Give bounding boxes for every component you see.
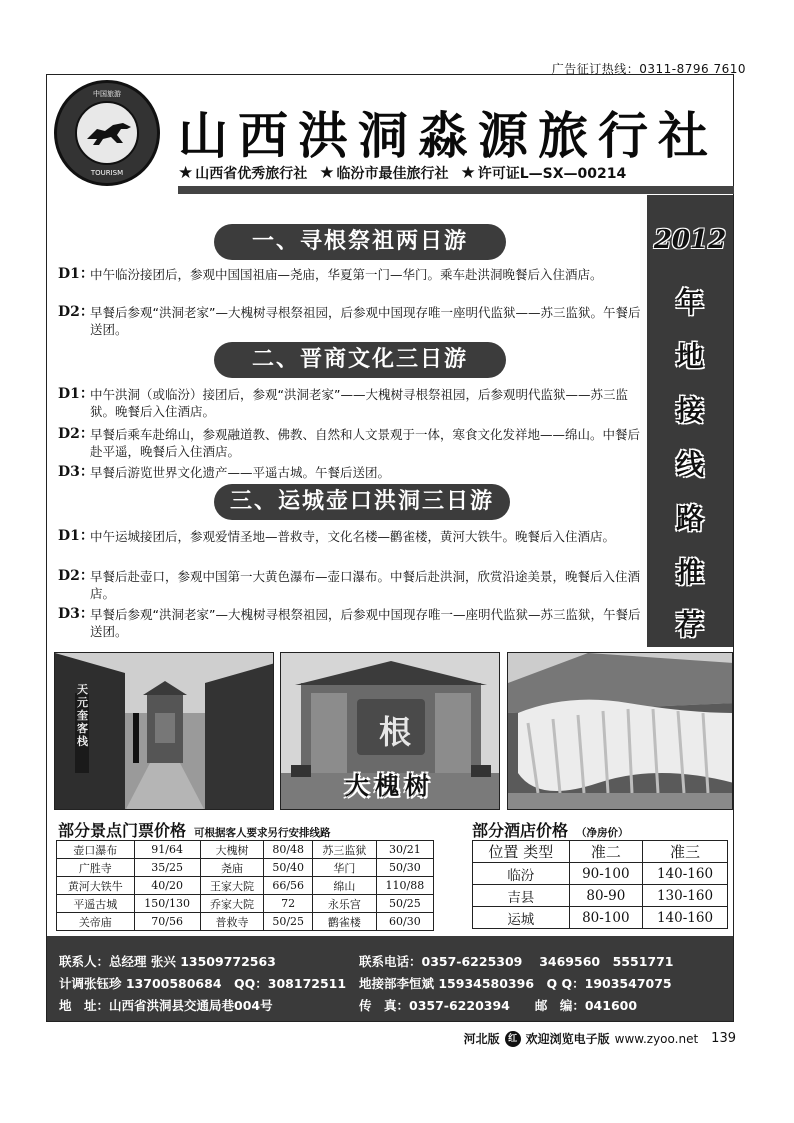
star-icon: ★ <box>319 163 335 183</box>
logo-center <box>75 101 139 165</box>
footer-slogan: 欢迎浏览电子版 <box>525 1032 610 1046</box>
contact-ground-dept: 地接部李恒斌 15934580396 Q Q：1903547075 <box>359 976 672 991</box>
photo-hukou-waterfall <box>507 652 733 810</box>
table-row: 临汾 90-100 140-160 <box>473 863 728 885</box>
tour-1-day-2 <box>58 304 644 338</box>
tour-2-day-2 <box>58 426 644 460</box>
magazine-badge-icon: 红 <box>505 1031 521 1047</box>
day-text: 早餐后参观“洪洞老家”—大槐树寻根祭祖园，后参观中国现存唯一座明代监狱——苏三监狱。午餐后送团。 <box>90 305 641 337</box>
contact-person: 联系人：总经理 张兴 13509772563 <box>59 954 276 969</box>
day-text: 中午临汾接团后，参观中国国祖庙—尧庙，华夏第一门—华门。乘车赴洪洞晚餐后入住酒店。 <box>90 267 603 282</box>
tour-3-day-1 <box>58 528 644 545</box>
ticket-prices-note: 可根据客人要求另行安排线路 <box>194 827 331 839</box>
day-tag: D3： <box>58 606 94 622</box>
table-row: 壶口瀑布 91/64 大槐树 80/48 苏三监狱 30/21 <box>57 841 434 859</box>
day-tag: D1： <box>58 266 94 282</box>
star-icon: ★ <box>178 163 194 183</box>
table-row: 关帝庙 70/56 普救寺 50/25 鹳雀楼 60/30 <box>57 913 434 931</box>
sidebar-char: 地 <box>675 340 704 373</box>
photo-ancient-street <box>54 652 274 810</box>
sidebar-char: 路 <box>675 502 704 535</box>
sidebar-char: 接 <box>675 394 704 427</box>
contact-scheduler: 计调张钰珍 13700580684 QQ：308172511 <box>59 976 347 991</box>
day-tag: D2： <box>58 568 94 584</box>
tour-2-day-1 <box>58 386 644 420</box>
table-row: 黄河大铁牛 40/20 王家大院 66/56 绵山 110/88 <box>57 877 434 895</box>
table-row: 吉县 80-90 130-160 <box>473 885 728 907</box>
table-row: 运城 80-100 140-160 <box>473 907 728 929</box>
photo-big-locust-tree <box>280 652 500 810</box>
horse-icon <box>83 119 135 153</box>
table-row: 广胜寺 35/25 尧庙 50/40 华门 50/30 <box>57 859 434 877</box>
sidebar-year: 2012 <box>653 225 727 255</box>
day-text: 早餐后游览世界文化遗产——平遥古城。午餐后送团。 <box>90 465 391 480</box>
page-footer <box>464 1030 736 1047</box>
agency-logo <box>54 80 160 186</box>
tour-2-title: 二、晋商文化三日游 <box>214 342 506 378</box>
sidebar-char: 推 <box>675 556 704 589</box>
hotel-prices-title: 部分酒店价格 （净房价） <box>472 821 629 840</box>
ticket-prices-title: 部分景点门票价格 可根据客人要求另行安排线路 <box>58 821 331 840</box>
table-header-row: 位置 类型 准二 准三 <box>473 841 728 863</box>
accolades <box>178 163 626 183</box>
day-text: 中午洪洞（或临汾）接团后，参观“洪洞老家”——大槐树寻根祭祖园，后参观明代监狱——苏三监狱。晚餐后入住酒店。 <box>90 387 628 419</box>
agency-name: 山西洪洞淼源旅行社 <box>178 106 718 165</box>
accolade-2: ★ 临汾市最佳旅行社 <box>319 163 449 183</box>
ad-hotline: 广告征订热线：0311-8796 7610 <box>551 62 746 76</box>
contact-fax-postcode: 传 真：0357-6220394 邮 编：041600 <box>359 998 638 1013</box>
day-text: 早餐后参观“洪洞老家”—大槐树寻根祭祖园，后参观中国现存唯一—座明代监狱—苏三监狱，午餐后送团。 <box>90 607 641 639</box>
ticket-price-table <box>56 840 434 931</box>
star-icon: ★ <box>460 163 476 183</box>
hotel-price-table <box>472 840 728 929</box>
table-row: 平遥古城 150/130 乔家大院 72 永乐宫 50/25 <box>57 895 434 913</box>
hotel-prices-note: （净房价） <box>576 827 629 839</box>
contact-address: 地 址：山西省洪洞县交通局巷004号 <box>59 998 273 1013</box>
day-tag: D1： <box>58 528 94 544</box>
tour-1-day-1 <box>58 266 644 283</box>
sidebar-char: 荐 <box>675 608 704 641</box>
sidebar-char: 线 <box>675 448 704 481</box>
website-link[interactable]: www.zyoo.net <box>614 1031 699 1046</box>
edition-label: 河北版 <box>463 1032 500 1046</box>
page-number: 139 <box>711 1031 736 1046</box>
day-text: 早餐后乘车赴绵山，参观融道教、佛教、自然和人文景观于一体，寒食文化发祥地——绵山。中餐后赴平遥，晚餐后入住酒店。 <box>90 427 641 459</box>
contact-info-bar <box>47 936 733 1021</box>
tour-3-day-3 <box>58 606 644 640</box>
tour-2-day-3 <box>58 464 644 481</box>
accolade-1: ★ 山西省优秀旅行社 <box>178 163 308 183</box>
day-tag: D2： <box>58 426 94 442</box>
logo-ring-bottom-text: TOURISM <box>90 169 124 177</box>
contact-phone: 联系电话：0357-6225309 3469560 5551771 <box>359 954 674 969</box>
tour-3-title: 三、运城壶口洪洞三日游 <box>214 484 510 520</box>
header-divider <box>178 186 734 194</box>
day-text: 中午运城接团后，参观爱情圣地—普救寺，文化名楼—鹳雀楼，黄河大铁牛。晚餐后入住酒店。 <box>90 529 616 544</box>
tour-1-title: 一、寻根祭祖两日游 <box>214 224 506 260</box>
sidebar-char: 年 <box>675 286 704 319</box>
root-plaque-text: 根 <box>379 713 412 751</box>
tour-3-day-2 <box>58 568 644 602</box>
accolade-3: ★ 许可证L—SX—00214 <box>460 163 627 183</box>
recommendation-sidebar <box>647 195 733 647</box>
day-tag: D1： <box>58 386 94 402</box>
inn-sign-text: 天元奎客栈 <box>77 683 88 748</box>
day-tag: D3： <box>58 464 94 480</box>
day-text: 早餐后赴壶口，参观中国第一大黄色瀑布—壶口瀑布。中餐后赴洪洞，欣赏沿途美景，晚餐后入住酒店。 <box>90 569 641 601</box>
photo-caption: 大槐树 <box>345 772 435 800</box>
logo-ring-top-text: 中国旅游 <box>93 90 121 98</box>
day-tag: D2： <box>58 304 94 320</box>
